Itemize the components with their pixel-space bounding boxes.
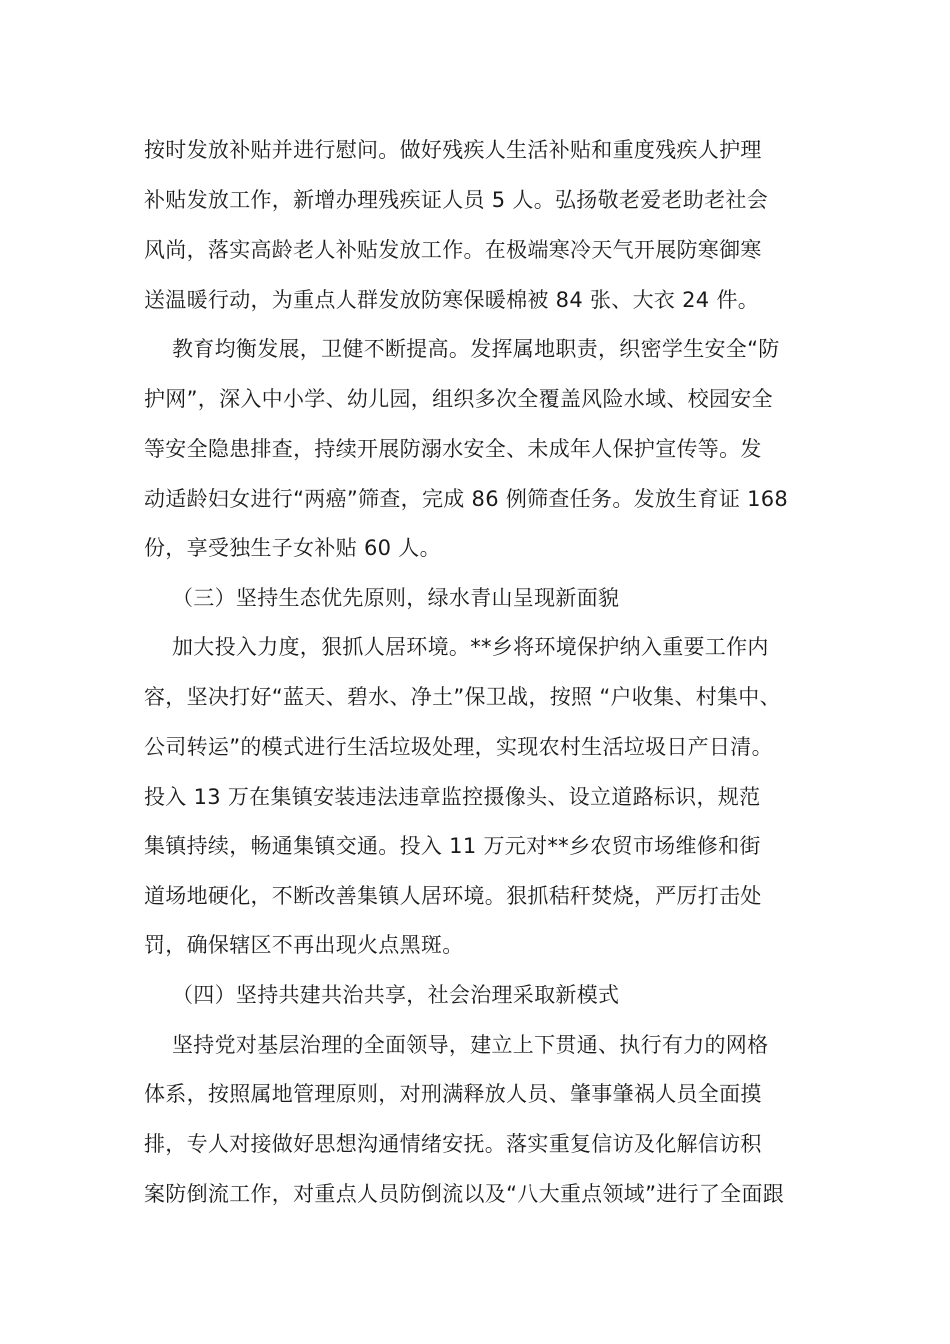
text-line: 教育均衡发展，卫健不断提高。发挥属地职责，织密学生安全“防 (172, 337, 780, 361)
text-line: 送温暖行动，为重点人群发放防寒保暖棉被 84 张、大衣 24 件。 (144, 288, 760, 312)
text-line: 坚持党对基层治理的全面领导，建立上下贯通、执行有力的网格 (172, 1033, 769, 1057)
text-line: 投入 13 万在集镇安装违法违章监控摄像头、设立道路标识，规范 (144, 785, 761, 809)
text-line: 排，专人对接做好思想沟通情绪安抚。落实重复信访及化解信访积 (144, 1132, 762, 1156)
text-line: 补贴发放工作，新增办理残疾证人员 5 人。弘扬敬老爱老助老社会 (144, 188, 769, 212)
text-line: 容，坚决打好“蓝天、碧水、净土”保卫战，按照 “户收集、村集中、 (144, 685, 781, 709)
text-line: 道场地硬化，不断改善集镇人居环境。狠抓秸秆焚烧，严厉打击处 (144, 884, 762, 908)
text-line: 罚，确保辖区不再出现火点黑斑。 (144, 933, 464, 957)
text-line: 按时发放补贴并进行慰问。做好残疾人生活补贴和重度残疾人护理 (144, 138, 762, 162)
text-line: 公司转运”的模式进行生活垃圾处理，实现农村生活垃圾日产日清。 (144, 735, 773, 759)
text-line: 动适龄妇女进行“两癌”筛查，完成 86 例筛查任务。发放生育证 168 (144, 487, 789, 511)
text-line: 体系，按照属地管理原则，对刑满释放人员、肇事肇祸人员全面摸 (144, 1082, 762, 1106)
section-heading: （三）坚持生态优先原则，绿水青山呈现新面貌 (172, 586, 620, 610)
text-line: 份，享受独生子女补贴 60 人。 (144, 536, 441, 560)
text-line: 风尚，落实高龄老人补贴发放工作。在极端寒冷天气开展防寒御寒 (144, 238, 762, 262)
section-heading: （四）坚持共建共治共享，社会治理采取新模式 (172, 983, 620, 1007)
text-line: 集镇持续，畅通集镇交通。投入 11 万元对**乡农贸市场维修和街 (144, 834, 761, 858)
text-line: 护网”，深入中小学、幼儿园，组织多次全覆盖风险水域、校园安全 (144, 387, 773, 411)
text-line: 案防倒流工作，对重点人员防倒流以及“八大重点领域”进行了全面跟 (144, 1182, 785, 1206)
text-line: 加大投入力度，狠抓人居环境。**乡将环境保护纳入重要工作内 (172, 635, 769, 659)
text-line: 等安全隐患排查，持续开展防溺水安全、未成年人保护宣传等。发 (144, 437, 762, 461)
